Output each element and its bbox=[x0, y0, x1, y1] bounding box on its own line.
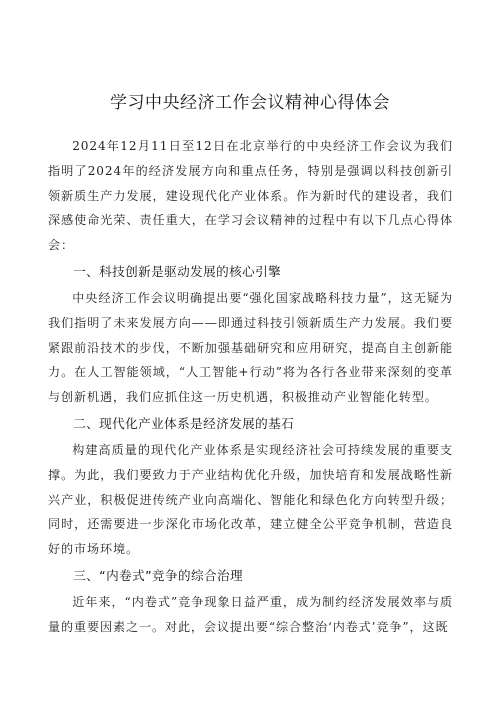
section-body-2: 构建高质量的现代化产业体系是实现经济社会可持续发展的重要支撑。为此，我们要致力于产业结构优化升级，加快培育和发展战略性新兴产业，积极促进传统产业向高端化、智能化和绿色化方向转型升级；同时，还需要进一步深化市场化改革，建立健全公平竞争机制，营造良好的市场环境。 bbox=[48, 442, 453, 557]
intro-paragraph: 2024年12月11日至12日在北京举行的中央经济工作会议为我们指明了2024年的经济发展方向和重点任务，特别是强调以科技创新引领新质生产力发展，建设现代化产业体系。作为新时代的建设者，我们深感使命光荣、责任重大，在学习会议精神的过程中有以下几点心得体会： bbox=[48, 139, 453, 253]
section-body-3: 近年来，“内卷式”竞争现象日益严重，成为制约经济发展效率与质量的重要因素之一。对此，会议提出要“综合整治‘内卷式’竞争”，这既 bbox=[48, 594, 453, 634]
document-body bbox=[48, 134, 453, 640]
document-title: 学习中央经济工作会议精神心得体会 bbox=[110, 93, 390, 113]
section-heading-3: 三、“内卷式”竞争的综合治理 bbox=[73, 567, 243, 583]
section-heading-2: 二、现代化产业体系是经济发展的基石 bbox=[73, 415, 295, 431]
section-body-1: 中央经济工作会议明确提出要“强化国家战略科技力量”，这无疑为我们指明了未来发展方向——即通过科技引领新质生产力发展。我们要紧跟前沿技术的步伐，不断加强基础研究和应用研究，提高自主创新能力。在人工智能领域，“人工智能+行动”将为各行各业带来深刻的变革与创新机遇，我们应抓住这一历史机遇，积极推动产业智能化转型。 bbox=[48, 290, 453, 405]
section-heading-1: 一、科技创新是驱动发展的核心引擎 bbox=[73, 263, 282, 279]
